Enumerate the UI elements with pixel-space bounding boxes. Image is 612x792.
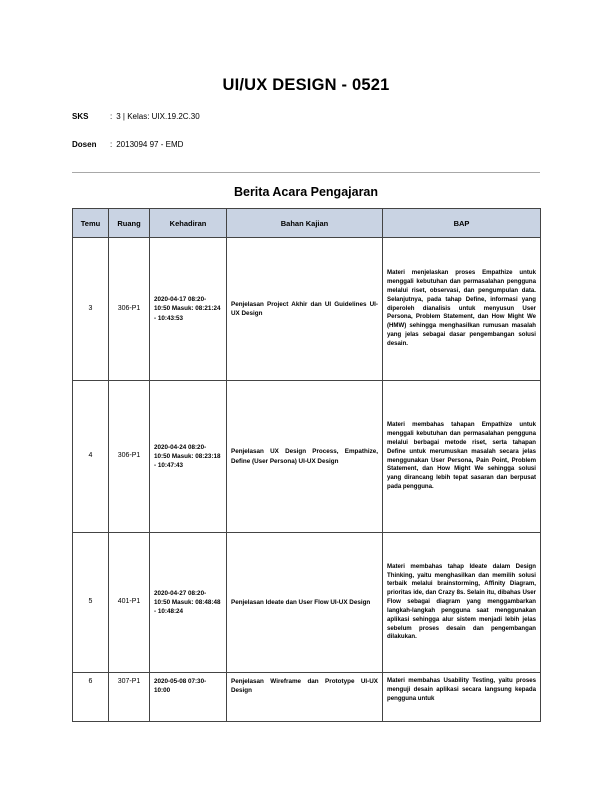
horizontal-divider (72, 172, 540, 173)
bap-table (72, 208, 541, 722)
dosen-line (72, 140, 183, 149)
cell-bahan-kajian: Penjelasan Project Akhir dan UI Guidelines UI-UX Design (227, 238, 383, 381)
column-header-bap: BAP (383, 209, 541, 238)
dosen-separator: : (110, 140, 113, 149)
sks-line (72, 112, 200, 121)
sks-separator: : (110, 112, 113, 121)
cell-ruang: 306-P1 (109, 381, 150, 533)
cell-ruang: 306-P1 (109, 238, 150, 381)
cell-bap-container (383, 673, 541, 722)
cell-kehadiran: 2020-04-24 08:20-10:50 Masuk: 08:23:18 - 10:47:43 (150, 381, 227, 533)
column-header-temu: Temu (73, 209, 109, 238)
cell-temu: 3 (73, 238, 109, 381)
section-title: Berita Acara Pengajaran (233, 185, 379, 199)
page-title: UI/UX DESIGN - 0521 (222, 76, 390, 94)
table-row (73, 381, 541, 533)
cell-bahan-kajian: Penjelasan Wireframe dan Prototype UI-UX Design (227, 673, 383, 722)
cell-kehadiran: 2020-05-08 07:30-10:00 (150, 673, 227, 722)
table-row (73, 533, 541, 673)
table-row (73, 238, 541, 381)
sks-value: 3 | Kelas: UIX.19.2C.30 (116, 112, 200, 121)
column-header-ruang: Ruang (109, 209, 150, 238)
cell-temu: 4 (73, 381, 109, 533)
cell-kehadiran: 2020-04-27 08:20-10:50 Masuk: 08:48:48 - 10:48:24 (150, 533, 227, 673)
cell-bap: Materi menjelaskan proses Empathize untuk menggali kebutuhan dan permasalahan pengguna melalui riset, observasi, dan pengumpulan data. Selanjutnya, pada tahap Define, informasi yang diperoleh dianalisis untuk menyusun User Persona, Problem Statement, dan How Might We (HMW) sehingga menghasilkan rumusan masalah yang jelas sebagai dasar pengembangan solusi desain. (383, 238, 541, 381)
cell-bahan-kajian: Penjelasan UX Design Process, Empathize, Define (User Persona) UI-UX Design (227, 381, 383, 533)
dosen-value: 2013094 97 - EMD (116, 140, 184, 149)
column-header-bahan-kajian: Bahan Kajian (227, 209, 383, 238)
cell-kehadiran: 2020-04-17 08:20-10:50 Masuk: 08:21:24 - 10:43:53 (150, 238, 227, 381)
cell-bap: Materi membahas tahapan Empathize untuk menggali kebutuhan dan permasalahan pengguna melalui berbagai metode riset, serta tahapan Define untuk merumuskan masalah secara jelas menggunakan User Persona, Pain Point, Problem Statement, dan How Might We sehingga solusi yang dirancang lebih tepat sasaran dan berpusat pada pengguna. (383, 381, 541, 533)
cell-temu: 5 (73, 533, 109, 673)
dosen-label: Dosen (72, 140, 97, 149)
sks-label: SKS (72, 112, 89, 121)
cell-bahan-kajian: Penjelasan Ideate dan User Flow UI-UX Design (227, 533, 383, 673)
table-row (73, 673, 541, 722)
cell-ruang: 401-P1 (109, 533, 150, 673)
column-header-kehadiran: Kehadiran (150, 209, 227, 238)
table-header-row (73, 209, 541, 238)
cell-bap: Materi membahas tahap Ideate dalam Design Thinking, yaitu menghasilkan dan memilih solusi terbaik melalui brainstorming, Affinity Diagram, prioritas ide, dan Crazy 8s. Selain itu, dibahas User Flow sebagai diagram yang menggambarkan langkah-langkah pengguna saat menggunakan aplikasi sehingga alur sistem menjadi lebih jelas sebelum proses desain dan pengembangan dilakukan. (383, 533, 541, 673)
cell-temu: 6 (73, 673, 109, 722)
cell-ruang: 307-P1 (109, 673, 150, 722)
cell-bap: Materi membahas Usability Testing, yaitu proses menguji desain aplikasi secara langsung kepada pengguna untuk (387, 677, 536, 702)
